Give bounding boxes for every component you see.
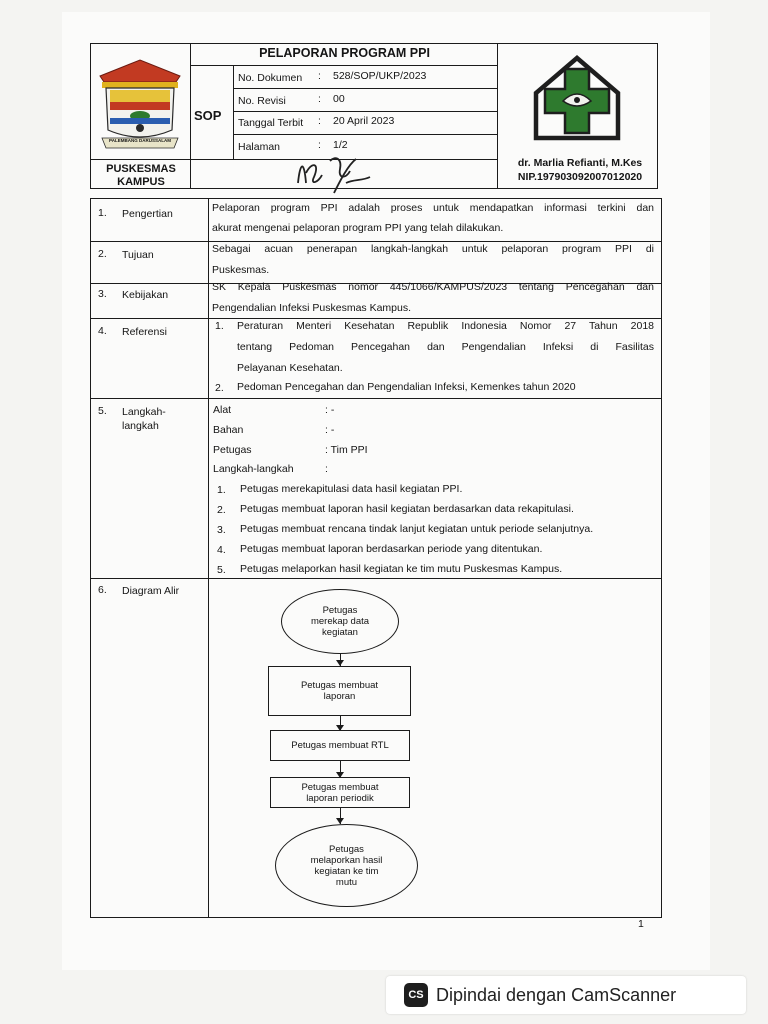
field-value: 1/2 xyxy=(333,139,348,151)
field-label: No. Revisi xyxy=(238,95,286,107)
section-title: Kebijakan xyxy=(122,289,169,301)
divider xyxy=(233,111,497,112)
section-text: SK Kepala Puskesmas nomor 445/1066/KAMPUS/2023 tentang Pencegahan dan xyxy=(212,281,654,293)
node-line: Petugas xyxy=(329,843,364,855)
section-number: 3. xyxy=(98,288,107,300)
section-title: Diagram Alir xyxy=(122,585,180,597)
colon: : xyxy=(318,93,321,105)
field-label: Tanggal Terbit xyxy=(238,117,304,129)
node-line: Petugas membuat xyxy=(300,680,379,691)
node-line: mutu xyxy=(335,876,358,888)
section-text: Sebagai acuan penerapan langkah-langkah untuk pelaporan program PPI di xyxy=(212,243,654,255)
divider xyxy=(208,198,209,918)
node-line: kegiatan xyxy=(322,627,358,638)
org-line: KAMPUS xyxy=(117,176,165,188)
prop-value: : Tim PPI xyxy=(325,444,368,456)
reference-text: tentang Pedoman Pencegahan dan Pengendalian Infeksi di Fasilitas xyxy=(237,341,654,353)
colon: : xyxy=(318,115,321,127)
section-title: Pengertian xyxy=(122,208,173,220)
step-text: Petugas membuat laporan berdasarkan periode yang ditentukan. xyxy=(240,543,543,555)
organization-name xyxy=(92,163,190,189)
section-text: akurat mengenai pelaporan program PPI yang telah dilakukan. xyxy=(212,222,504,234)
divider xyxy=(233,65,234,159)
node-line: melaporkan hasil xyxy=(310,854,383,866)
step-text: Petugas melaporkan hasil kegiatan ke tim mutu Puskesmas Kampus. xyxy=(240,563,563,575)
section-number: 2. xyxy=(98,248,107,260)
field-value: 00 xyxy=(333,93,345,105)
camscanner-icon: CS xyxy=(404,983,428,1007)
logo-banner-text: PALEMBANG DARUSSALAM xyxy=(109,138,171,143)
prop-value: : - xyxy=(325,404,335,416)
flow-process-node xyxy=(270,730,410,761)
divider xyxy=(497,43,498,189)
doc-type: SOP xyxy=(194,108,222,123)
step-text: Petugas merekapitulasi data hasil kegiatan PPI. xyxy=(240,483,463,495)
step-text: Petugas membuat rencana tindak lanjut kegiatan untuk periode selanjutnya. xyxy=(240,523,594,535)
node-line: laporan xyxy=(323,691,356,702)
node-line: kegiatan ke tim xyxy=(314,865,379,877)
field-label: No. Dokumen xyxy=(238,72,303,84)
prop-value: : - xyxy=(325,424,335,436)
section-number: 5. xyxy=(98,405,107,417)
prop-label: Langkah-langkah xyxy=(213,463,294,475)
prop-label: Petugas xyxy=(213,444,252,456)
step-number: 5. xyxy=(217,564,226,576)
node-line: merekap data xyxy=(310,616,370,627)
section-number: 1. xyxy=(98,207,107,219)
reference-text: Pelayanan Kesehatan. xyxy=(237,362,343,374)
step-number: 4. xyxy=(217,544,226,556)
signer-nip: NIP.197903092007012020 xyxy=(517,171,643,183)
step-number: 1. xyxy=(217,484,226,496)
list-number: 2. xyxy=(215,382,224,394)
section-text: Pelaporan program PPI adalah proses untuk mendapatkan informasi terkini dan xyxy=(212,202,654,214)
section-number: 4. xyxy=(98,325,107,337)
flow-start-node xyxy=(281,589,399,654)
colon: : xyxy=(318,70,321,82)
divider xyxy=(90,398,662,399)
node-line: Petugas xyxy=(322,605,358,616)
node-line: Petugas membuat xyxy=(301,781,379,793)
document-title: PELAPORAN PROGRAM PPI xyxy=(259,46,430,60)
field-value: 20 April 2023 xyxy=(333,115,395,127)
node-line: Petugas membuat RTL xyxy=(291,740,389,751)
signer-block xyxy=(500,156,660,184)
step-number: 2. xyxy=(217,504,226,516)
node-line: laporan periodik xyxy=(306,792,374,804)
section-text: Puskesmas. xyxy=(212,264,270,276)
divider xyxy=(190,65,497,66)
prop-value: : xyxy=(325,463,328,475)
section-title: Tujuan xyxy=(122,249,154,261)
flow-end-node xyxy=(275,824,418,907)
field-label: Halaman xyxy=(238,141,281,153)
step-number: 3. xyxy=(217,524,226,536)
prop-label: Alat xyxy=(213,404,232,416)
page-number: 1 xyxy=(638,918,644,930)
prop-label: Bahan xyxy=(213,424,244,436)
list-number: 1. xyxy=(215,320,224,332)
reference-text: Peraturan Menteri Kesehatan Republik Indonesia Nomor 27 Tahun 2018 xyxy=(237,320,654,332)
title-line: langkah xyxy=(122,420,159,432)
section-number: 6. xyxy=(98,584,107,596)
title-line: Langkah- xyxy=(122,406,166,418)
divider xyxy=(233,88,497,89)
reference-text: Pedoman Pencegahan dan Pengendalian Infeksi, Kemenkes tahun 2020 xyxy=(237,381,576,393)
section-text: Pengendalian Infeksi Puskesmas Kampus. xyxy=(212,302,412,314)
org-line: PUSKESMAS xyxy=(106,163,176,175)
puskesmas-logo xyxy=(533,55,621,146)
camscanner-watermark xyxy=(386,976,746,1014)
flow-process-node xyxy=(268,666,411,716)
city-logo xyxy=(96,58,184,159)
flow-process-node xyxy=(270,777,410,808)
colon: : xyxy=(318,139,321,151)
field-value: 528/SOP/UKP/2023 xyxy=(333,70,427,82)
signer-name: dr. Marlia Refianti, M.Kes xyxy=(517,157,643,169)
divider xyxy=(233,134,497,135)
section-title xyxy=(122,405,166,433)
section-title: Referensi xyxy=(122,326,167,338)
signature xyxy=(290,153,380,202)
watermark-text: Dipindai dengan CamScanner xyxy=(436,984,677,1005)
step-text: Petugas membuat laporan hasil kegiatan berdasarkan data rekapitulasi. xyxy=(240,503,574,515)
